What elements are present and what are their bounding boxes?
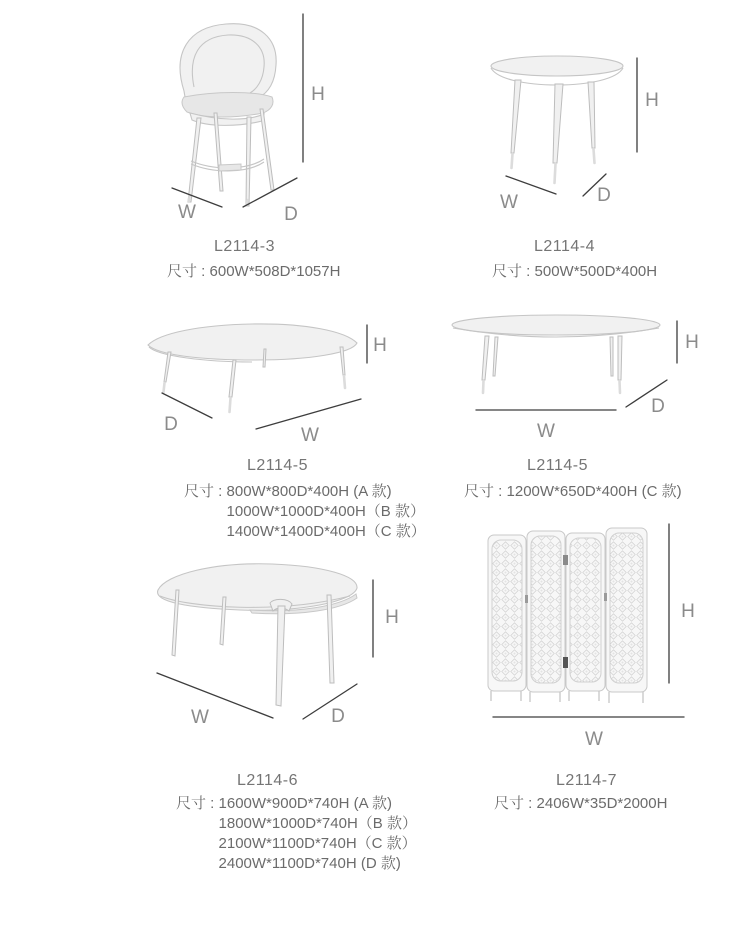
square-coffee-table-drawing — [148, 324, 357, 412]
bar-stool-drawing — [180, 24, 276, 206]
height-label: H — [685, 332, 699, 353]
size-line: 1600W*900D*740H (A 款) — [218, 795, 392, 812]
oval-coffee-table-drawing — [452, 315, 660, 393]
size-line: 1000W*1000D*400H（B 款） — [226, 503, 425, 520]
side-table-drawing — [491, 56, 623, 183]
hinge — [604, 593, 607, 601]
hinge — [563, 555, 568, 565]
size-line: 600W*508D*1057H — [209, 263, 341, 280]
product-figure-folding-screen — [375, 505, 750, 755]
product-figure-square-coffee-table — [0, 305, 387, 455]
product-figure-dining-table — [0, 550, 399, 755]
product-figure-oval-coffee-table — [375, 305, 750, 455]
depth-label: D — [284, 204, 298, 225]
size-line: 800W*800D*400H (A 款) — [226, 483, 392, 500]
size-prefix: 尺寸 : — [176, 795, 219, 812]
size-prefix: 尺寸 : — [167, 263, 210, 280]
size-line: 2400W*1100D*740H (D 款) — [218, 855, 401, 872]
depth-label: D — [164, 414, 178, 435]
width-label: W — [178, 202, 196, 223]
height-label: H — [385, 607, 399, 628]
product-figure-bar-stool — [0, 5, 375, 237]
size-line: 2100W*1100D*740H（C 款） — [218, 835, 417, 852]
size-line: 500W*500D*400H — [534, 263, 658, 280]
size-line: 1800W*1000D*740H（B 款） — [218, 815, 417, 832]
product-sizes-1 — [167, 262, 340, 282]
product-model-1: L2114-3 — [214, 238, 276, 255]
folding-screen-drawing — [488, 528, 647, 703]
size-line: 1400W*1400D*400H（C 款） — [226, 523, 426, 540]
depth-label: D — [597, 185, 611, 206]
product-model-4: L2114-5 — [527, 457, 589, 474]
width-label: W — [537, 421, 555, 442]
depth-label: D — [651, 396, 665, 417]
product-sizes-4 — [464, 482, 682, 502]
product-sizes-6 — [494, 794, 667, 814]
product-model-5: L2114-6 — [237, 772, 299, 789]
size-prefix: 尺寸 : — [492, 263, 535, 280]
product-model-3: L2114-5 — [247, 457, 309, 474]
height-label: H — [311, 84, 325, 105]
size-line: 1200W*650D*400H (C 款) — [506, 483, 682, 500]
size-prefix: 尺寸 : — [464, 483, 507, 500]
depth-dimension-line — [303, 684, 357, 719]
height-label: H — [373, 335, 387, 356]
width-label: W — [500, 192, 518, 213]
screen-feet — [491, 691, 643, 703]
size-line: 2406W*35D*2000H — [536, 795, 668, 812]
product-sizes-2 — [492, 262, 657, 282]
size-prefix: 尺寸 : — [184, 483, 227, 500]
width-dimension-line — [157, 673, 273, 718]
product-sizes-5 — [176, 794, 417, 874]
width-label: W — [191, 707, 209, 728]
hinge — [525, 595, 528, 603]
product-model-2: L2114-4 — [534, 238, 596, 255]
hinge — [563, 657, 568, 668]
height-label: H — [681, 601, 695, 622]
product-model-6: L2114-7 — [556, 772, 618, 789]
size-prefix: 尺寸 : — [494, 795, 537, 812]
height-label: H — [645, 90, 659, 111]
width-label: W — [301, 425, 319, 446]
product-sizes-3 — [184, 482, 426, 542]
product-figure-side-table — [375, 5, 750, 237]
depth-label: D — [331, 706, 345, 727]
width-label: W — [585, 729, 603, 750]
